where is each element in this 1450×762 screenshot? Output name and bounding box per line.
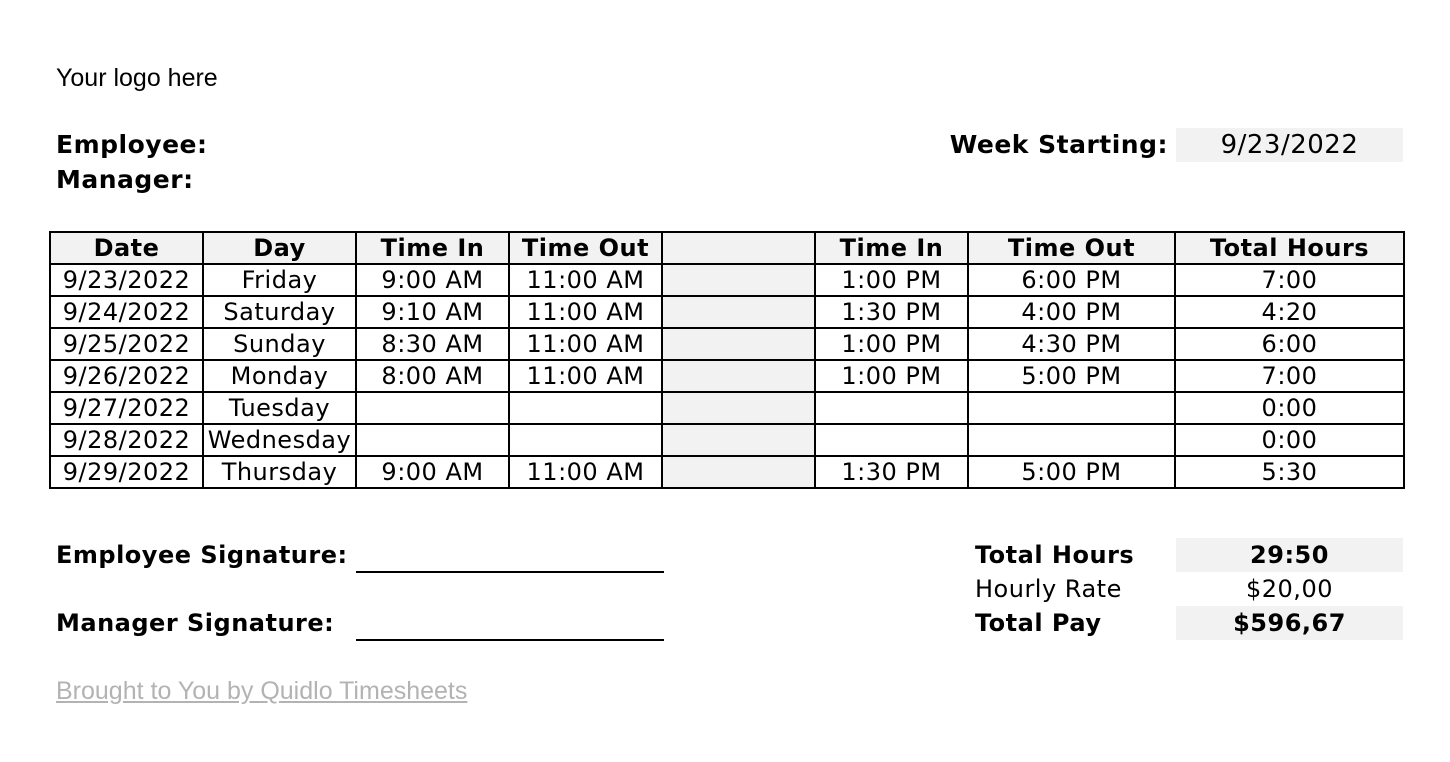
cell-day[interactable]: Wednesday bbox=[203, 424, 356, 456]
cell-break bbox=[662, 296, 815, 328]
cell-time-in-2[interactable]: 1:00 PM bbox=[815, 264, 968, 296]
cell-break bbox=[662, 424, 815, 456]
column-header-break bbox=[662, 232, 815, 264]
table-row bbox=[50, 424, 1404, 456]
cell-day[interactable]: Friday bbox=[203, 264, 356, 296]
cell-time-in-2[interactable]: 1:00 PM bbox=[815, 328, 968, 360]
cell-time-in-2[interactable]: 1:00 PM bbox=[815, 360, 968, 392]
week-starting-value[interactable]: 9/23/2022 bbox=[1176, 128, 1403, 162]
cell-time-in-1[interactable]: 8:00 AM bbox=[356, 360, 509, 392]
cell-break bbox=[662, 456, 815, 488]
cell-time-out-1[interactable]: 11:00 AM bbox=[509, 360, 662, 392]
total-hours-label: Total Hours bbox=[975, 541, 1135, 569]
cell-time-in-1[interactable] bbox=[356, 392, 509, 424]
cell-time-in-2[interactable]: 1:30 PM bbox=[815, 456, 968, 488]
table-row bbox=[50, 456, 1404, 488]
hourly-rate-value[interactable]: $20,00 bbox=[1246, 575, 1333, 603]
table-header-row bbox=[50, 232, 1404, 264]
cell-total-hours[interactable]: 5:30 bbox=[1175, 456, 1404, 488]
cell-total-hours[interactable]: 0:00 bbox=[1175, 424, 1404, 456]
cell-time-out-2[interactable]: 5:00 PM bbox=[968, 456, 1175, 488]
week-starting-label: Week Starting: bbox=[949, 130, 1168, 159]
cell-time-out-2[interactable] bbox=[968, 424, 1175, 456]
cell-time-in-1[interactable]: 9:10 AM bbox=[356, 296, 509, 328]
cell-date[interactable]: 9/25/2022 bbox=[50, 328, 203, 360]
cell-total-hours[interactable]: 4:20 bbox=[1175, 296, 1404, 328]
cell-date[interactable]: 9/29/2022 bbox=[50, 456, 203, 488]
cell-total-hours[interactable]: 0:00 bbox=[1175, 392, 1404, 424]
cell-time-out-1[interactable] bbox=[509, 424, 662, 456]
cell-break bbox=[662, 264, 815, 296]
hourly-rate-label: Hourly Rate bbox=[975, 575, 1122, 603]
cell-date[interactable]: 9/26/2022 bbox=[50, 360, 203, 392]
cell-time-in-1[interactable]: 9:00 AM bbox=[356, 456, 509, 488]
table-row bbox=[50, 392, 1404, 424]
cell-time-out-1[interactable]: 11:00 AM bbox=[509, 328, 662, 360]
cell-total-hours[interactable]: 6:00 bbox=[1175, 328, 1404, 360]
cell-total-hours[interactable]: 7:00 bbox=[1175, 360, 1404, 392]
cell-time-in-1[interactable]: 8:30 AM bbox=[356, 328, 509, 360]
manager-signature-label: Manager Signature: bbox=[56, 609, 335, 637]
employee-signature-label: Employee Signature: bbox=[56, 541, 348, 569]
cell-day[interactable]: Saturday bbox=[203, 296, 356, 328]
cell-date[interactable]: 9/23/2022 bbox=[50, 264, 203, 296]
cell-day[interactable]: Sunday bbox=[203, 328, 356, 360]
column-header-time-in-1: Time In bbox=[356, 232, 509, 264]
cell-time-out-1[interactable]: 11:00 AM bbox=[509, 456, 662, 488]
cell-day[interactable]: Monday bbox=[203, 360, 356, 392]
cell-break bbox=[662, 328, 815, 360]
total-pay-label: Total Pay bbox=[975, 609, 1102, 637]
cell-break bbox=[662, 360, 815, 392]
cell-time-out-2[interactable] bbox=[968, 392, 1175, 424]
column-header-time-in-2: Time In bbox=[815, 232, 968, 264]
manager-signature-line[interactable] bbox=[356, 608, 664, 641]
timesheet-table bbox=[49, 231, 1405, 489]
column-header-total-hours: Total Hours bbox=[1175, 232, 1404, 264]
column-header-day: Day bbox=[203, 232, 356, 264]
cell-time-out-1[interactable]: 11:00 AM bbox=[509, 296, 662, 328]
total-hours-value: 29:50 bbox=[1176, 538, 1403, 572]
manager-label: Manager: bbox=[56, 165, 194, 194]
logo-placeholder: Your logo here bbox=[56, 64, 218, 92]
cell-time-out-2[interactable]: 6:00 PM bbox=[968, 264, 1175, 296]
cell-time-out-2[interactable]: 4:30 PM bbox=[968, 328, 1175, 360]
total-pay-value: $596,67 bbox=[1176, 606, 1403, 640]
table-row bbox=[50, 264, 1404, 296]
column-header-date: Date bbox=[50, 232, 203, 264]
cell-break bbox=[662, 392, 815, 424]
cell-date[interactable]: 9/27/2022 bbox=[50, 392, 203, 424]
cell-day[interactable]: Tuesday bbox=[203, 392, 356, 424]
cell-time-out-1[interactable]: 11:00 AM bbox=[509, 264, 662, 296]
cell-time-in-2[interactable]: 1:30 PM bbox=[815, 296, 968, 328]
table-row bbox=[50, 360, 1404, 392]
cell-date[interactable]: 9/28/2022 bbox=[50, 424, 203, 456]
employee-signature-line[interactable] bbox=[356, 540, 664, 573]
cell-time-out-1[interactable] bbox=[509, 392, 662, 424]
quidlo-timesheets-link[interactable]: Brought to You by Quidlo Timesheets bbox=[56, 677, 468, 705]
cell-day[interactable]: Thursday bbox=[203, 456, 356, 488]
cell-time-in-2[interactable] bbox=[815, 424, 968, 456]
table-row bbox=[50, 296, 1404, 328]
cell-time-in-1[interactable]: 9:00 AM bbox=[356, 264, 509, 296]
table-row bbox=[50, 328, 1404, 360]
column-header-time-out-1: Time Out bbox=[509, 232, 662, 264]
cell-time-in-2[interactable] bbox=[815, 392, 968, 424]
cell-total-hours[interactable]: 7:00 bbox=[1175, 264, 1404, 296]
cell-time-out-2[interactable]: 4:00 PM bbox=[968, 296, 1175, 328]
employee-label: Employee: bbox=[56, 130, 208, 159]
cell-time-out-2[interactable]: 5:00 PM bbox=[968, 360, 1175, 392]
column-header-time-out-2: Time Out bbox=[968, 232, 1175, 264]
cell-date[interactable]: 9/24/2022 bbox=[50, 296, 203, 328]
cell-time-in-1[interactable] bbox=[356, 424, 509, 456]
